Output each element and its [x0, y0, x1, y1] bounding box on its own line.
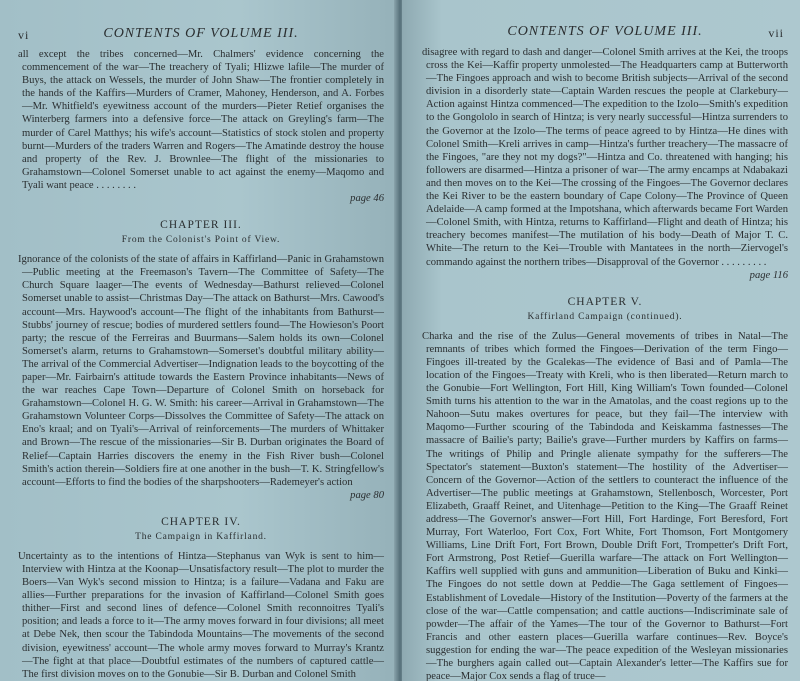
- left-page: [0, 0, 398, 681]
- chapter-summary: disagree with regard to dash and danger—Colonel Smith arrives at the Kei, the troops cross the Kei—Kaffir property unmolested—The Headquarters camp at Butterworth—The Fingoes approach and wish to become British subjects—Arrival of the second division in a disorderly state—Captain Warden rescues the people at Clarkebury—Action against Hintza commenced—The expedition to the Izolo—Smith's expedition to the Gongololo in search of Hintza; is very nearly successful—Hintza surrenders to the Governor at the Izolo—The terms of peace agreed to by Hintza—He dines with Colonel Smith—Kreli arrives in camp—Hintza's further treachery—The massacre of the Fingoes, "are they not my dogs?"—Hintza and Co. threatened with hanging; his followers are disarmed—Hintza a prisoner of war—The army encamps at Ndabakazi and then moves on to the Kei—The crossing of the Fingoes—The Governor declares the Kei River to be the eastern boundary of Cape Colony—The Province of Queen Adelaide—A camp formed at the Impotshana, which afterwards became Fort Warden—Colonel Smith, with Hintza, returns to Kaffirland—Flight and death of Hintza; his treachery becomes manifest—The mutilation of his body—Death of Major T. C. White—The return to the Kei—Trouble with Mantatees in the north—Ziervogel's commando against the northern tribes—Disapproval of the Governor . . . . . . . . .: [422, 47, 788, 268]
- chapter-summary: Charka and the rise of the Zulus—General movements of tribes in Natal—The remnants of tribes which formed the Fingoes—Derivation of the term Fingo—Fingoes ill-treated by the Gcalekas—The evidence of Basi and of Pamla—The location of the Fingoes—Treaty with Kreli, who is then liberated—Return march to the Gonubie—Fort Wellington, Fort Hill, King William's Town founded—Colonel Smith turns his attention to the war in the Amatolas, and the coast regions up to the Nahoon—Sutu makes overtures for peace, but they fail—The interview with Maqomo—Further scouring of the Tabindoda and Keiskamma fastnesses—The massacre of Bailie's party; Bailie's grave—Further murders by Kaffirs on farms—The writings of Philip and Pringle alienate sympathy for the sufferers—The Spectator's statement—Buxton's statement—The hostility of the Advertiser—Concern of the Governor—Action of the settlers to counteract the influence of the Advertiser—The public meetings at Grahamstown, Stellenbosch, Worcester, Port Elizabeth, Graaff Reinet, and Uitenhage—Petition to the King—The Graaff Reinet address—The Governor's answer—Fort Hill, Fort Hardinge, Fort Beresford, Fort Murray, Fort Waterloo, Fort Cox, Fort White, Fort Thomson, Fort Montgomery Williams, Line Drift Fort, Fort Brown, Double Drift Fort, Trompetter's Drift Fort, Fort Armstrong, Post Retief—Guerilla warfare—The attack on Fort Wellington—Kaffirs well supplied with guns and ammunition—Liberation of Buku and Kinki—The Fingoes do not settle down at Peddie—The Gaga settlement of Fingoes—Establishment of Lovedale—History of the Institution—Poverty of the farmers at the close of the war—Cattle compensation; and cattle auctions—Indiscriminate sale of powder—The affair of the Yames—The tour of the Governor to Bathurst—Fort Francis and other eastern places—Guerilla warfare continues—Rev. Boyce's suggestion for ending the war—The peace expedition of the Wesleyan missionaries—The burghers again called out—Captain Alexander's letter—The Kaffirs sue for peace—Major Cox sends a flag of truce—: [422, 330, 788, 681]
- page-reference: page 46: [350, 193, 384, 205]
- running-head: [18, 26, 384, 48]
- running-title: CONTENTS OF VOLUME III.: [507, 24, 703, 39]
- page-reference: page 116: [749, 269, 788, 281]
- chapter-subtitle: From the Colonist's Point of View.: [121, 235, 281, 246]
- folio: vii: [768, 26, 784, 40]
- running-title: CONTENTS OF VOLUME III.: [103, 26, 299, 41]
- chapter-subtitle: The Campaign in Kaffirland.: [135, 531, 267, 542]
- chapter-heading: CHAPTER V.: [567, 295, 643, 308]
- chapter-summary: all except the tribes concerned—Mr. Chalmers' evidence concerning the commencement of the war—The treachery of Tyali; Hlizwe lafile—The murder of Buys, the attack on Wessels, the murder of John Shaw—The frontier completely in the hands of the Kaffirs—Murders of Cramer, Mahoney, Henderson, and A. Forbes—Mr. Whitfield's eyewitness account of the murders—Pieter Retief organises the Winterberg farmers into a defensive force—The attack on Greyling's farm—The murder of Carel Matthys; his wife's account—Statistics of stock stolen and property burnt—Murders of the traders Warren and Rogers—The Amatinde destroy the house and property of the Rev. J. Brownlee—The flight of the missionaries to Grahamstown—Colonel Somerset unable to act against the enemy—Maqomo and Tyali want peace . . . . . . . .: [18, 49, 384, 191]
- right-page: [402, 0, 800, 681]
- chapter-heading: CHAPTER III.: [160, 219, 242, 232]
- chapter-summary: Ignorance of the colonists of the state of affairs in Kaffirland—Panic in Grahamstown—Public meeting at the Freemason's Tavern—The Committee of Safety—The Church Square laager—The events of Wednesday—Bathurst relieved—Colonel Somerset unable to assist—Christmas Day—The attack on Bathurst—Mrs. Cawood's account—Mrs. Haywood's account—The flight of the inhabitants from Bathurst—Stubbs' journey of rescue; bodies of murdered settlers found—The Howieson's Poort party; the rescue of the Ferreiras and Buurmans—Salem holds its own—Colonel Somerset's alarm, returns to Grahamstown—Somerset's doubtful military ability—The arrival of the Commercial Advertiser—Indignation leads to the boycotting of the paper—Mr. Fairbairn's attitude towards the Eastern Province inhabitants—News of the war reaches Cape Town—Departure of Colonel Smith on horseback for Grahamstown—Colonel H. G. W. Smith: his career—Arrival in Grahamstown—The Grahamstown Volunteer Corps—Dissolves the Committee of Safety—The attack on Eno's kraal; and on Tyali's—Arrival of reinforcements—The murders of Whittaker and Brown—The rescue of the missionaries—Sir B. Durban originates the Board of Relief—Captain Harries discovers the enemy in the Fish River bush—Colonel Smith's action therein—Soldiers fire at one another in the bush—T. K. Stringfellow's account—Efforts to find the bodies of the sharpshooters—Rademeyer's action: [18, 254, 384, 488]
- page-reference: page 80: [350, 489, 384, 501]
- running-head: [422, 24, 788, 46]
- chapter-heading: CHAPTER IV.: [161, 515, 241, 528]
- chapter-subtitle: Kaffirland Campaign (continued).: [527, 311, 683, 322]
- chapter-summary: Uncertainty as to the intentions of Hintza—Stephanus van Wyk is sent to him—Interview with Hintza at the Koonap—Unsatisfactory result—The plot to murder the Boers—Van Wyk's second mission to Hintza; is a failure—Vadana and Faku are allies—Further preparations for the invasion of Kaffirland—Colonel Smith goes thither—First and second lines of defence—Colonel Smith reconnoitres Tyali's position; and leads a force to it—The army moves forward in four divisions; all meet at Debe Nek, then scour the Tabindoda Mountains—The movements of the second division, eyewitness' account—The whole army moves forward to Murray's Krantz—The fight at that place—Doubtful estimates of the numbers of captured cattle—The first division moves on to the Gonubie—Sir B. Durban and Colonel Smith: [18, 550, 384, 680]
- folio: vi: [18, 28, 30, 42]
